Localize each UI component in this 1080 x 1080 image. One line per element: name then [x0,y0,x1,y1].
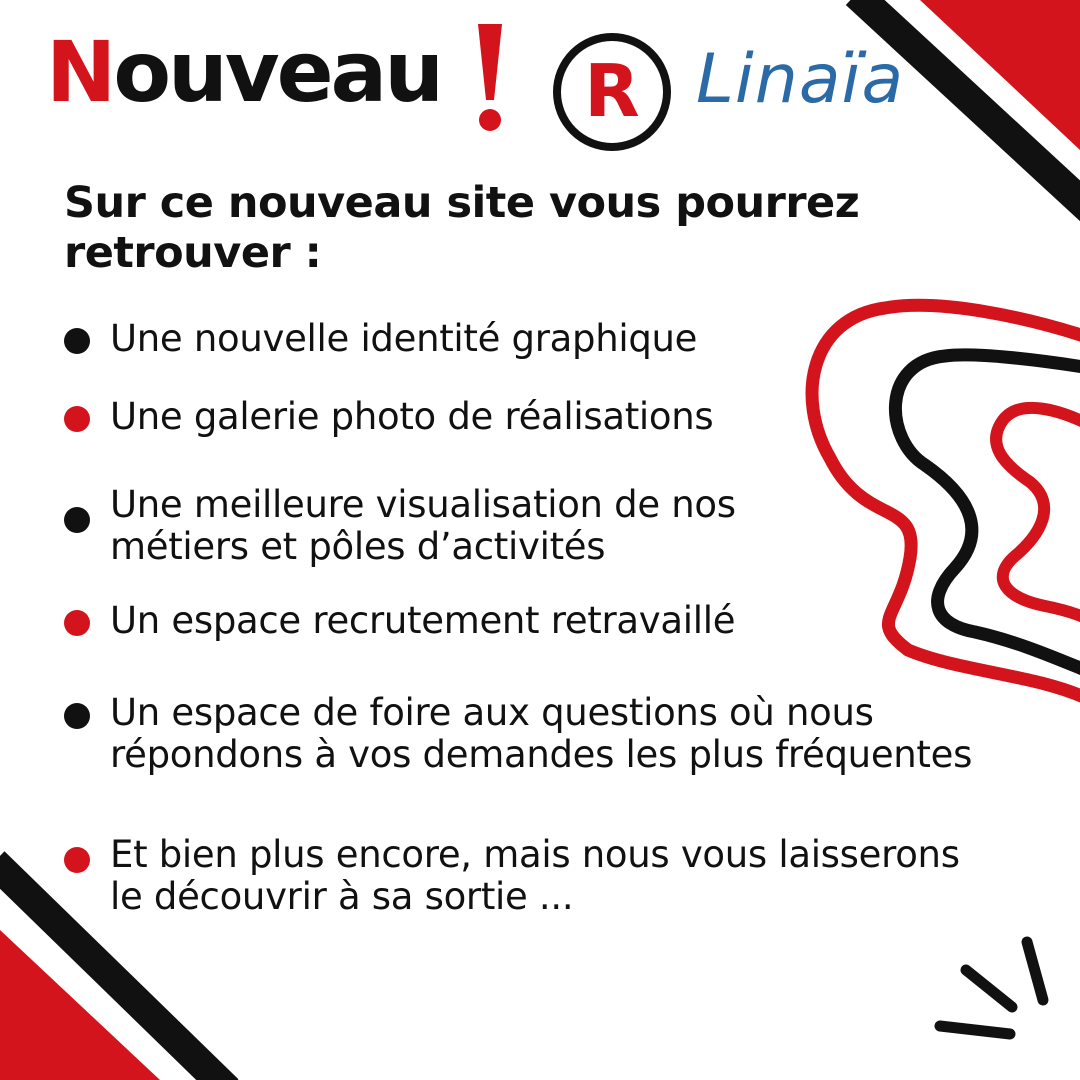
list-item [64,318,697,360]
bullet-dot [64,847,90,873]
list-item-text: Un espace recrutement retravaillé [110,599,736,642]
list-item-text: Une nouvelle identité graphique [110,317,698,360]
logo-letter: R [584,49,640,133]
bullet-dot [64,703,90,729]
wave-inner-red [996,408,1080,620]
brand-name: Linaïa [696,40,905,119]
bullet-dot [64,406,90,432]
sparkle-icon [940,942,1043,1034]
list-item [64,834,960,918]
list-item [64,600,735,642]
registered-mark-icon [550,30,674,154]
list-item-text: Une galerie photo de réalisations [110,395,714,438]
bullet-dot [64,328,90,354]
list-item [64,692,972,776]
title-first-letter: N [46,23,114,121]
intro-text: Sur ce nouveau site vous pourrez retrouver : [64,178,860,278]
bullet-dot [64,610,90,636]
wave-middle-black [895,355,1080,672]
list-item-text: Une meilleure visualisation de nos métiers et pôles d’activités [110,483,736,568]
list-item [64,484,736,568]
bullet-dot [64,507,90,533]
exclamation-icon [470,24,510,136]
list-item-text: Et bien plus encore, mais nous vous laisserons le découvrir à sa sortie ... [110,833,960,918]
title-rest: ouveau [113,23,442,121]
page-title [46,23,442,121]
list-item-text: Un espace de foire aux questions où nous répondons à vos demandes les plus fréquentes [110,691,973,776]
list-item [64,396,713,438]
wavy-lines-decoration [812,305,1080,700]
